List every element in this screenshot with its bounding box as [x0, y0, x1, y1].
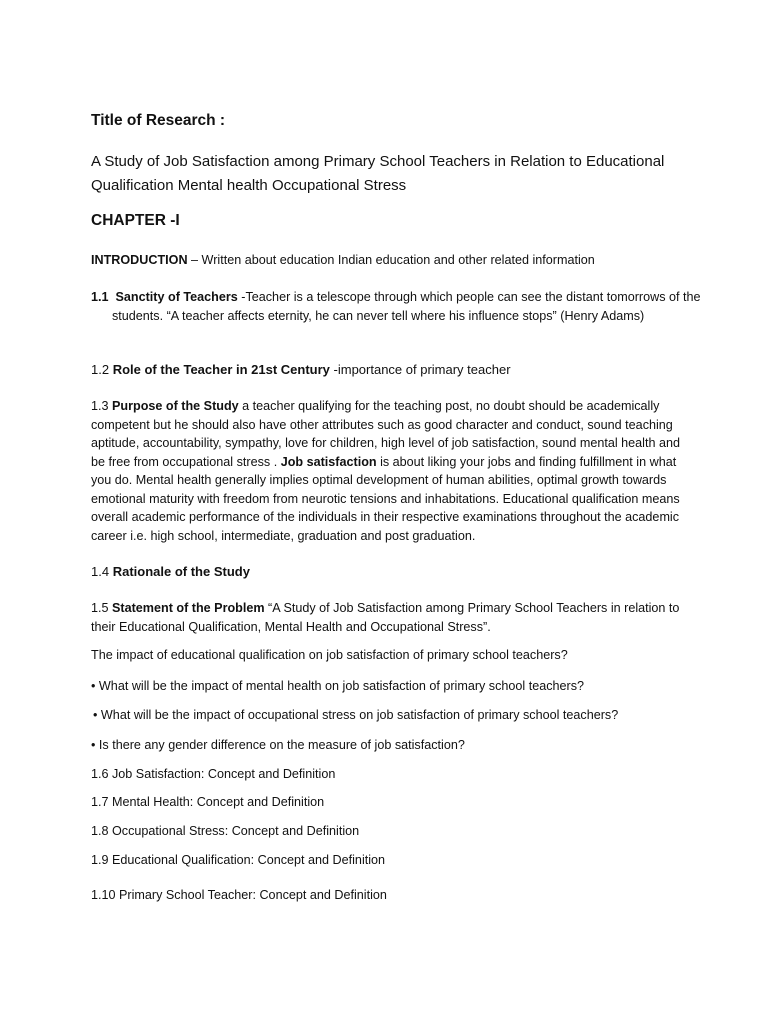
section-1-4	[91, 563, 691, 582]
section-1-8: 1.8 Occupational Stress: Concept and Definition	[91, 824, 360, 838]
bullet-item	[91, 677, 584, 696]
research-title: A Study of Job Satisfaction among Primary School Teachers in Relation to Educational Qualification Mental health Occupational Stress	[91, 153, 665, 194]
section-1-5	[91, 599, 691, 636]
section-1-2	[91, 361, 691, 380]
chapter-heading: CHAPTER -I	[91, 212, 180, 229]
section-1-6: 1.6 Job Satisfaction: Concept and Definition	[91, 767, 336, 781]
section-1-3-text-2: is about liking your jobs and finding fulfillment in what you do. Mental health generally implies optimal development of human abilities, optimal growth towards emotional maturity with freedom from neurotic tensions and inhabitations. Educational qualification means overall academic performance of the individuals in their respective examinations throughout the academic career i.e. high school, intermediate, graduation and post graduation.	[91, 454, 680, 543]
section-1-4-label: Rationale of the Study	[112, 564, 250, 579]
bullet-glyph: •	[91, 679, 96, 693]
bullet-text: What will be the impact of mental health on job satisfaction of primary school teachers?	[98, 679, 585, 693]
section-1-1-number: 1.1	[91, 290, 109, 304]
title-of-research: Title of Research :	[91, 112, 226, 129]
section-1-1-label: Sanctity of Teachers	[115, 290, 238, 304]
section-1-5-label: Statement of the Problem	[112, 601, 265, 615]
section-1-1-text: -Teacher is a telescope through which people can see the distant tomorrows of the students. “A teacher affects eternity, he can never tell where his influence stops” (Henry Adams)	[112, 290, 701, 323]
section-1-9: 1.9 Educational Qualification: Concept and Definition	[91, 853, 386, 867]
bullet-item	[91, 736, 465, 755]
section-1-2-number: 1.2	[91, 362, 110, 377]
section-1-2-text: -importance of primary teacher	[329, 362, 511, 377]
section-1-4-number: 1.4	[91, 564, 110, 579]
section-1-7: 1.7 Mental Health: Concept and Definition	[91, 795, 325, 809]
section-1-3-label-2: Job satisfaction	[280, 454, 377, 469]
bullet-item	[93, 706, 618, 725]
section-1-3-text-1: a teacher qualifying for the teaching post, no doubt should be academically competent but he should also have other attributes such as good character and conduct, sound teaching aptitude, accountability, sympathy, love for children, high level of job satisfaction, sound mental health and be free from occupational stress .	[91, 399, 680, 469]
section-1-3-number: 1.3	[91, 399, 109, 413]
bullet-text: What will be the impact of occupational stress on job satisfaction of primary school teachers?	[100, 708, 619, 722]
section-1-10: 1.10 Primary School Teacher: Concept and Definition	[91, 888, 387, 902]
bullet-glyph: •	[93, 708, 98, 722]
bullet-text: Is there any gender difference on the measure of job satisfaction?	[98, 738, 465, 752]
section-1-1	[91, 288, 712, 325]
bullet-glyph: •	[91, 738, 96, 752]
introduction-paragraph	[91, 251, 691, 270]
section-1-5-number: 1.5	[91, 601, 109, 615]
section-1-3	[91, 397, 691, 545]
question-intro: The impact of educational qualification on job satisfaction of primary school teachers?	[91, 648, 568, 662]
introduction-text: – Written about education Indian education and other related information	[187, 253, 595, 267]
section-1-2-label: Role of the Teacher in 21st Century	[112, 362, 330, 377]
introduction-label: INTRODUCTION	[91, 253, 188, 267]
section-1-3-label: Purpose of the Study	[112, 399, 239, 413]
section-1-5-text: “A Study of Job Satisfaction among Primary School Teachers in relation to their Educational Qualification, Mental Health and Occupational Stress”.	[91, 601, 680, 634]
